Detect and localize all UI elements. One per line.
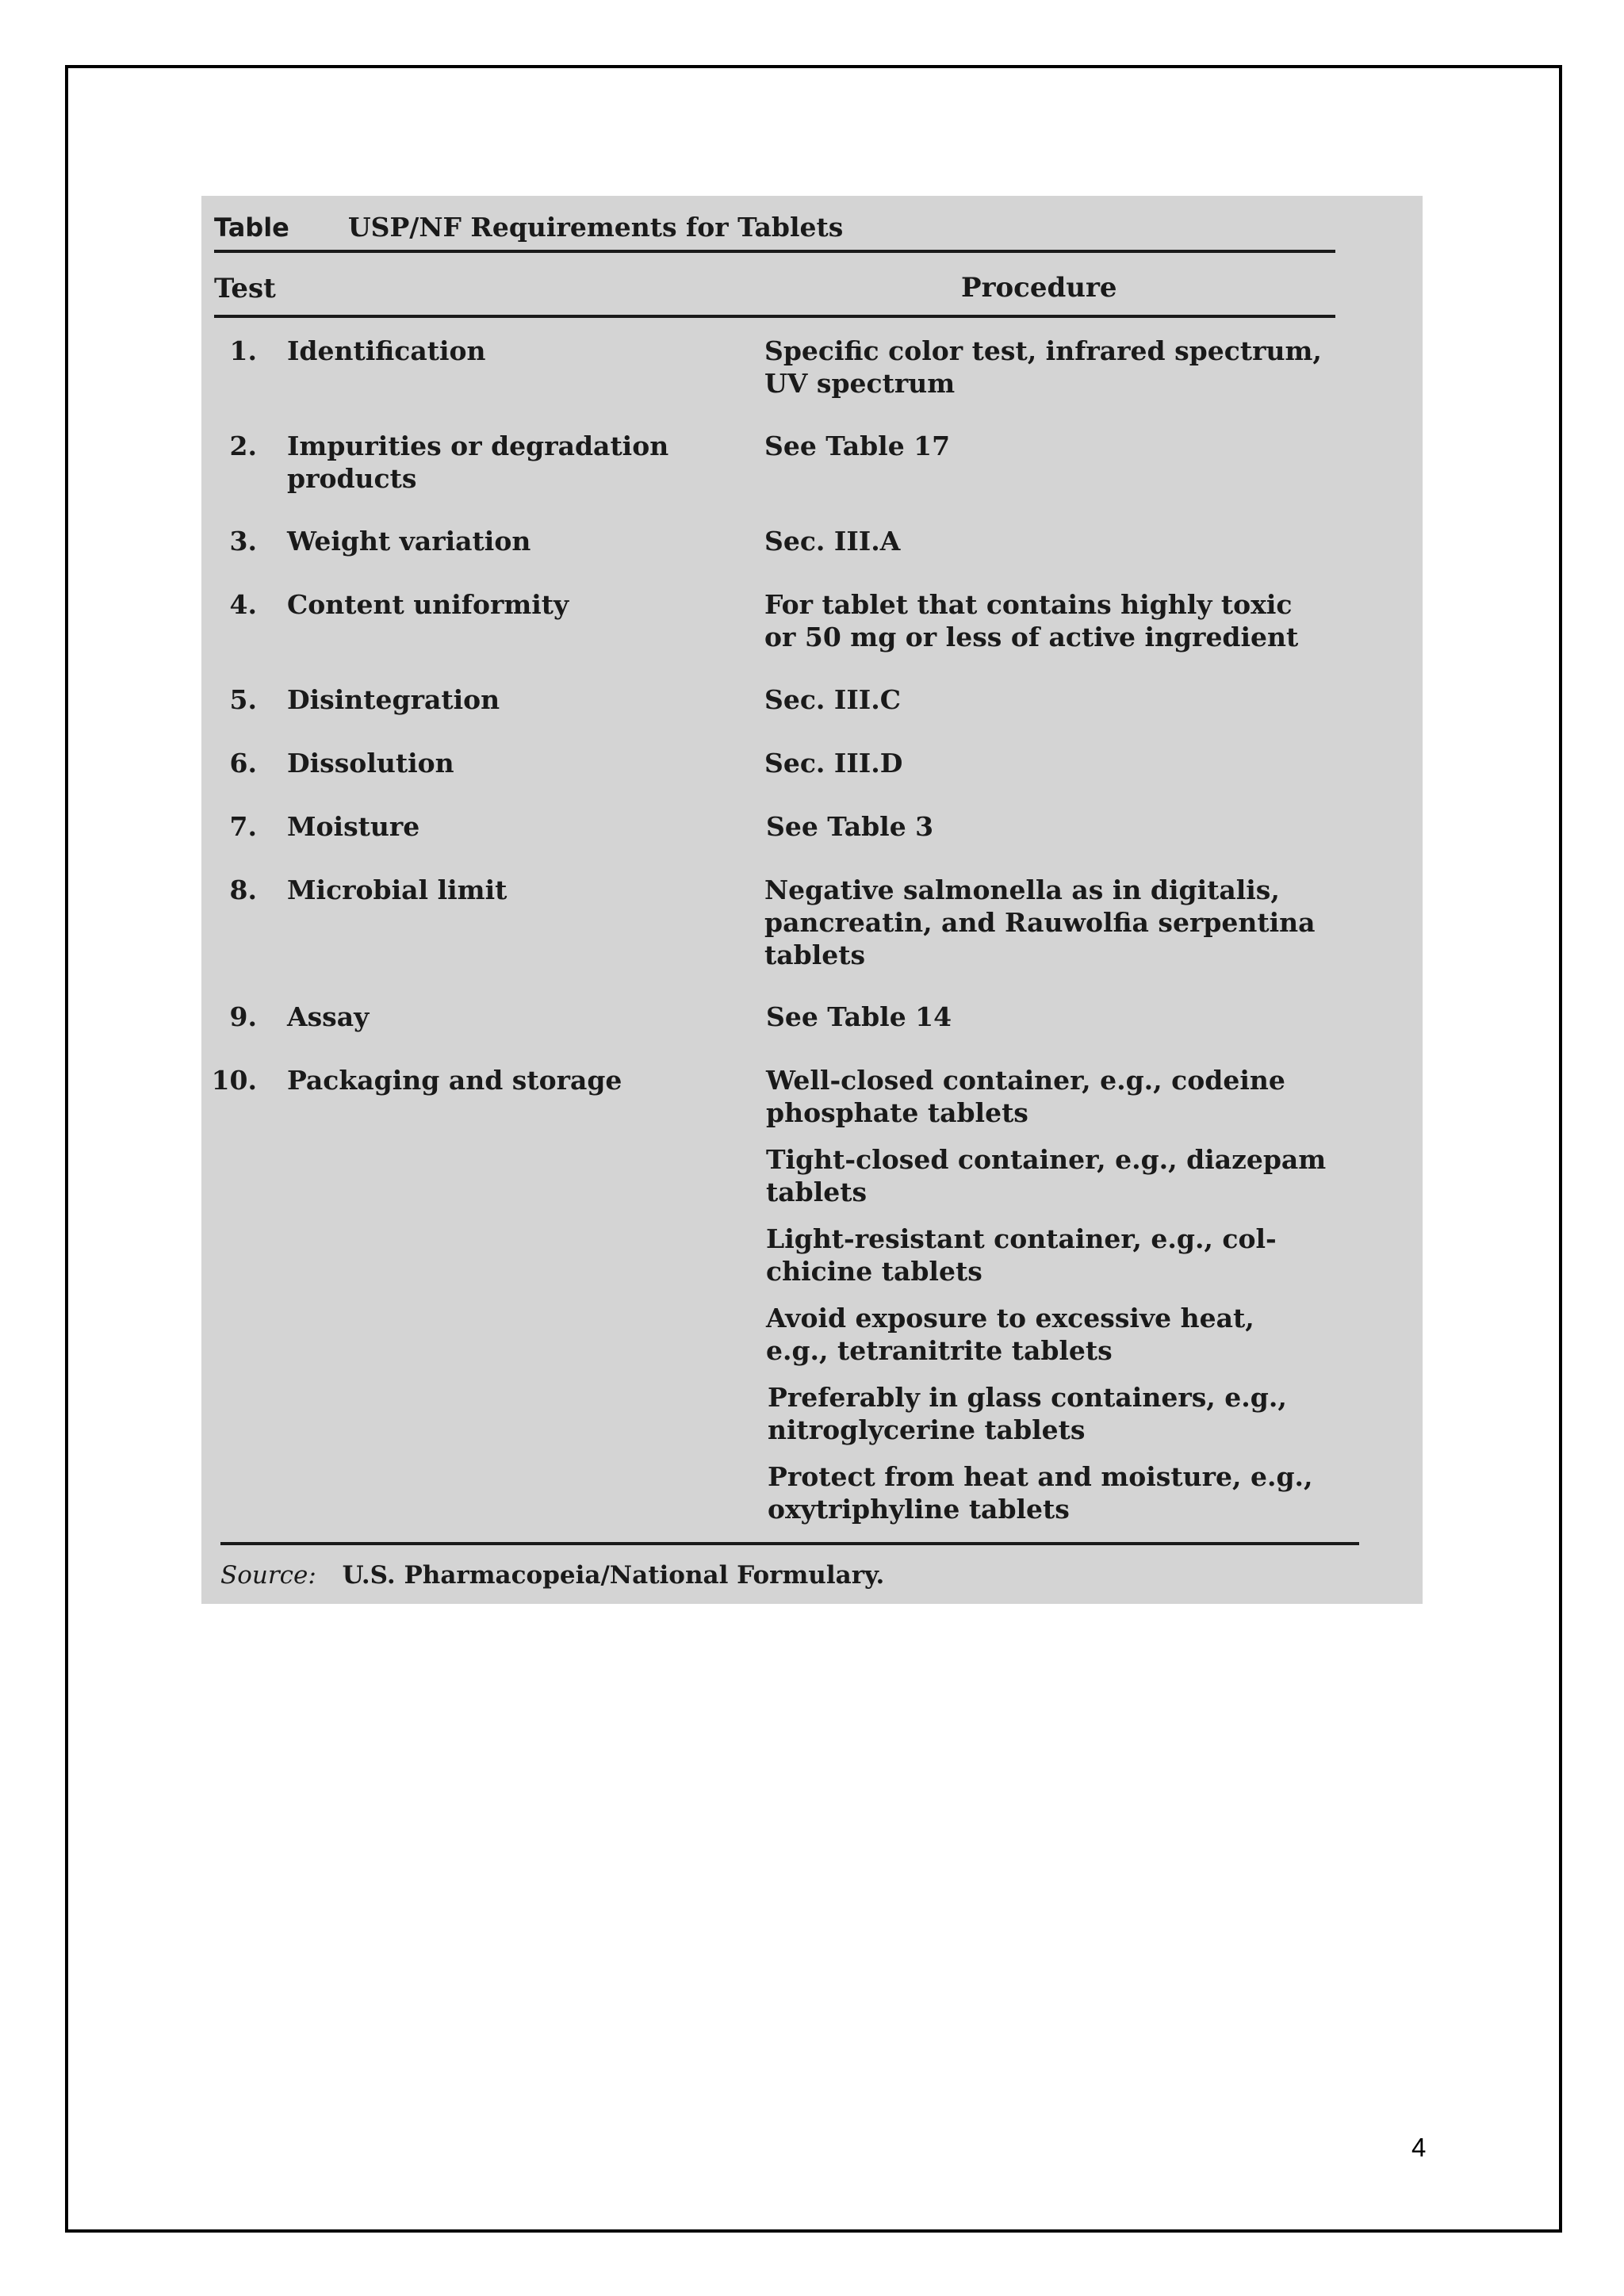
row-procedure: See Table 3: [766, 811, 934, 842]
table-label: Table: [214, 212, 289, 243]
row-test: Assay: [287, 1001, 370, 1032]
row-test: Moisture: [287, 811, 420, 842]
row-number: 4.: [229, 589, 257, 620]
top-rule: [214, 250, 1335, 253]
row-procedure: Specific color test, infrared spectrum, UV spectrum: [764, 335, 1322, 399]
row-procedure: See Table 14: [766, 1001, 952, 1032]
row-procedure: Sec. III.A: [764, 526, 901, 557]
bottom-rule: [220, 1542, 1359, 1545]
row-test: Content uniformity: [287, 589, 569, 620]
row-procedure: Sec. III.D: [764, 748, 903, 779]
row-number: 8.: [229, 874, 257, 905]
row-procedure: Sec. III.C: [764, 684, 901, 715]
row-test: Disintegration: [287, 684, 500, 715]
row-test: Identification: [287, 335, 486, 366]
row-procedure: Negative salmonella as in digitalis, pancreatin, and Rauwolfia serpentina tablets: [764, 874, 1316, 970]
source-label: Source:: [220, 1561, 316, 1590]
packaging-procedure: Light-resistant container, e.g., col- chicine tablets: [766, 1223, 1277, 1287]
packaging-procedure: Tight-closed container, e.g., diazepam tablets: [766, 1144, 1327, 1207]
packaging-procedure: Avoid exposure to excessive heat, e.g., tetranitrite tablets: [766, 1303, 1254, 1366]
row-test: Dissolution: [287, 748, 454, 779]
page-number: 4: [1411, 2133, 1427, 2162]
row-procedure: See Table 17: [764, 430, 951, 461]
row-number: 7.: [229, 811, 257, 842]
table-source: [220, 1561, 884, 1590]
row-number: 3.: [229, 526, 257, 557]
row-procedure: For tablet that contains highly toxic or 50 mg or less of active ingredient: [764, 589, 1299, 652]
row-number: 2.: [229, 430, 257, 461]
packaging-procedure: Preferably in glass containers, e.g., nitroglycerine tablets: [768, 1382, 1287, 1445]
row-test: Impurities or degradation products: [287, 430, 669, 494]
row-number: 6.: [229, 748, 257, 779]
row-number: 9.: [229, 1001, 257, 1032]
row-test: Packaging and storage: [287, 1065, 622, 1096]
header-procedure: Procedure: [961, 272, 1117, 304]
table-title: USP/NF Requirements for Tablets: [347, 212, 844, 243]
source-text: U.S. Pharmacopeia/National Formulary.: [342, 1561, 885, 1590]
row-test: Microbial limit: [287, 874, 508, 905]
header-rule: [214, 315, 1335, 318]
packaging-procedure: Protect from heat and moisture, e.g., oxytriphyline tablets: [768, 1461, 1313, 1525]
row-number: 1.: [229, 335, 257, 366]
row-test: Weight variation: [287, 526, 531, 557]
table-caption: [214, 212, 843, 243]
row-number: 5.: [229, 684, 257, 715]
scanned-table-image: [201, 196, 1423, 1604]
row-procedure: Well-closed container, e.g., codeine phosphate tablets: [766, 1065, 1285, 1128]
row-number: 10.: [211, 1065, 257, 1096]
header-test: Test: [214, 273, 276, 304]
